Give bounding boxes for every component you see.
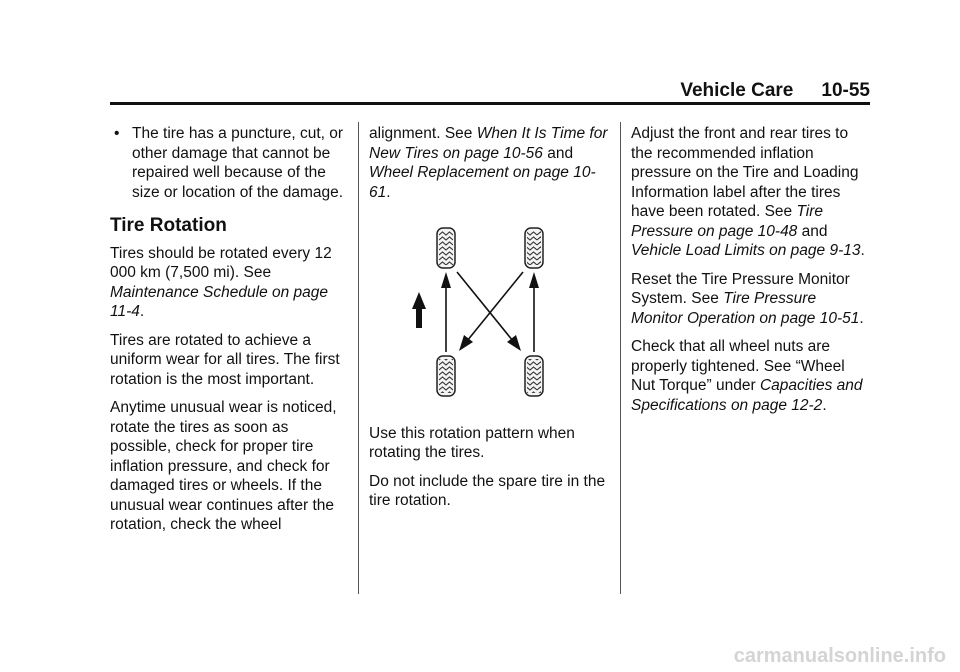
cross-reference-link[interactable]: Tire Pressure on page 10-48 [631, 203, 824, 240]
bullet-mark: • [114, 125, 120, 142]
paragraph: Tires are rotated to achieve a uniform wear for all tires. The first rotation is the most important. [110, 331, 340, 388]
column-2 [369, 124, 609, 520]
page-number: 10-55 [821, 80, 870, 101]
tire-icon [437, 356, 455, 396]
paragraph: Anytime unusual wear is noticed, rotate the tires as soon as possible, check for proper tire inflation pressure, and check for damaged tires or wheels. If the unusual wear continues after the rotation, check the wheel [110, 399, 337, 533]
header-rule [110, 102, 870, 105]
tire-rotation-diagram [411, 226, 609, 404]
column-1 [110, 124, 350, 544]
cross-reference-link[interactable]: Tire Pressure Monitor Operation on page 10-51 [631, 290, 860, 327]
paragraph: Check that all wheel nuts are properly tightened. See “Wheel Nut Torque” under Capacities and Specifications on page 12-2. [631, 338, 863, 414]
paragraph: Do not include the spare tire in the tire rotation. [369, 472, 606, 509]
paragraph: Tires should be rotated every 12 000 km (7,500 mi). See Maintenance Schedule on page 11-4. [110, 244, 332, 320]
arrow-icon [529, 272, 539, 352]
cross-reference-link[interactable]: Maintenance Schedule on page 11-4 [110, 283, 329, 320]
cross-reference-link[interactable]: When It Is Time for New Tires on page 10-56 [369, 125, 608, 162]
tire-icon [525, 228, 543, 268]
column-divider [358, 122, 359, 594]
section-heading: Tire Rotation [110, 215, 227, 236]
section-title: Vehicle Care [680, 80, 794, 101]
column-3 [631, 124, 871, 424]
arrow-icon [441, 272, 451, 352]
rotation-pattern-svg [411, 226, 561, 398]
column-divider [620, 122, 621, 594]
front-direction-icon [412, 292, 426, 328]
bullet-text: The tire has a puncture, cut, or other damage that cannot be repaired well because of the size or location of the damage. [132, 125, 344, 201]
tire-icon [437, 228, 455, 268]
cross-reference-link[interactable]: Wheel Replacement on page 10-61 [369, 164, 596, 201]
paragraph: Adjust the front and rear tires to the recommended inflation pressure on the Tire and Loading Information label after the tires have been rotated. See Tire Pressure on page 10-48 and Vehicle Load Limits on page 9-13. [631, 125, 865, 259]
paragraph: Use this rotation pattern when rotating the tires. [369, 424, 575, 461]
bullet-item [110, 124, 350, 202]
watermark: carmanualsonline.info [733, 645, 946, 667]
page-header [110, 80, 870, 102]
paragraph: alignment. See When It Is Time for New Tires on page 10-56 and Wheel Replacement on page 10-61. [369, 125, 608, 201]
tire-icon [525, 356, 543, 396]
paragraph: Reset the Tire Pressure Monitor System. See Tire Pressure Monitor Operation on page 10-51. [631, 270, 864, 327]
cross-reference-link[interactable]: Capacities and Specifications on page 12-2 [631, 377, 863, 414]
cross-reference-link[interactable]: Vehicle Load Limits on page 9-13 [631, 242, 861, 259]
